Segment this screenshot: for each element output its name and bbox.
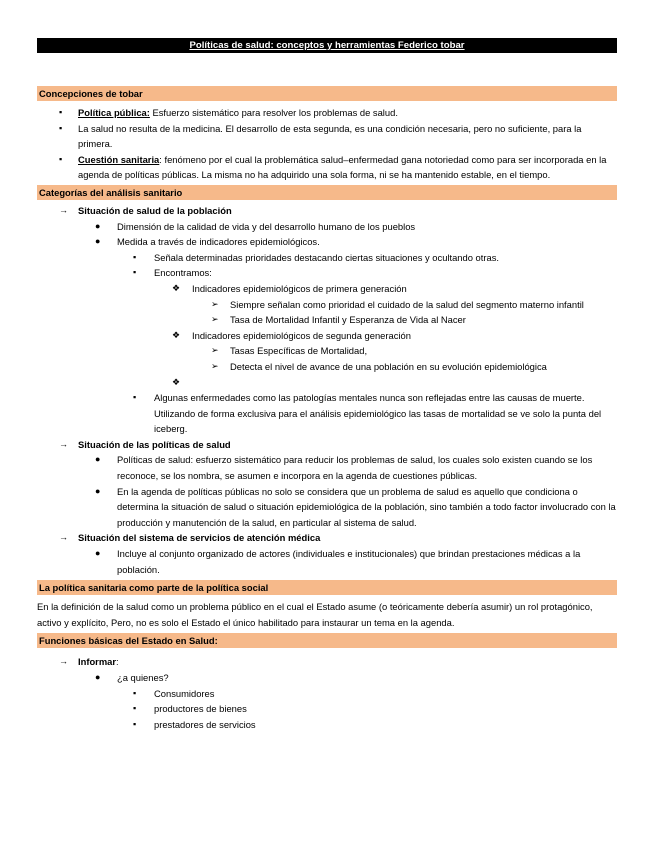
list-item: ● Políticas de salud: esfuerzo sistemático para reducir los problemas de salud, los cuales solo existen cuando se los reconoce, se los nombra, se asumen e incorpora en la agenda de cuestiones públicas. — [95, 454, 593, 482]
list-item: ▪ productores de bienes — [37, 701, 617, 717]
arrow-right-icon: → — [59, 656, 68, 667]
category-heading: → Situación de las políticas de salud — [37, 437, 617, 453]
list-item: ❖ Indicadores epidemiológicos de primera generación — [37, 281, 617, 297]
paragraph: En la definición de la salud como un problema público en el cual el Estado asume (o teóricamente debería asumir) un rol protagónico, activo y explícito, Pero, no es solo el Estado el único habilitado para instaurar un tema en la agenda. — [37, 601, 593, 628]
list-item: ▪ prestadores de servicios — [37, 717, 617, 733]
square-bullet-icon: ▪ — [133, 687, 137, 698]
list-item: ● En la agenda de políticas públicas no solo se considera que un problema de salud es aquello que condiciona o determina la situación de salud o situación epidemiológica de la población, sino también a todo factor involucrado con la producción y manutención de la salud, en particular al sistema de salud. — [95, 485, 616, 528]
arrowhead-bullet-icon: ➢ — [211, 345, 219, 356]
list-item: ➢ Tasa de Mortalidad Infantil y Esperanza de Vida al Nacer — [37, 312, 617, 328]
arrow-right-icon: → — [59, 438, 68, 449]
list-item: ➢ Siempre señalan como prioridad el cuidado de la salud del segmento materno infantil — [37, 297, 617, 313]
round-bullet-icon: ● — [95, 548, 101, 559]
section-heading-categorias: Categorías del análisis sanitario — [37, 185, 617, 200]
list-item: ● Incluye al conjunto organizado de actores (individuales e institucionales) que brindan prestaciones médicas a la población. — [95, 548, 581, 575]
square-bullet-icon: ▪ — [133, 392, 137, 403]
category-heading: → Situación de salud de la población — [37, 203, 617, 219]
square-bullet-icon: ▪ — [59, 153, 63, 164]
list-item: ➢ Detecta el nivel de avance de una población en su evolución epidemiológica — [37, 359, 617, 375]
list-item: ▪ Cuestión sanitaria: fenómeno por el cual la problemática salud–enfermedad gana notoriedad como para ser incorporada en la agenda de políticas públicas. La misma no ha adquirido una sola forma, ni se ha mantenido estable, en el tiempo. — [59, 153, 607, 181]
list-item-empty — [37, 375, 617, 391]
arrow-right-icon: → — [59, 204, 68, 215]
arrow-right-icon: → — [59, 532, 68, 543]
list-item: ▪ Encontramos: — [37, 265, 617, 281]
square-bullet-icon: ▪ — [59, 107, 63, 117]
square-bullet-icon: ▪ — [133, 703, 137, 714]
square-bullet-icon: ▪ — [59, 122, 63, 133]
round-bullet-icon: ● — [95, 672, 101, 682]
list-item: ➢ Tasas Específicas de Mortalidad, — [37, 343, 617, 359]
list-item: ▪ La salud no resulta de la medicina. El desarrollo de esta segunda, es una condición necesaria, pero no suficiente, para la primera. — [59, 122, 582, 150]
list-item: ● ¿a quienes? — [37, 670, 617, 686]
list-item: ▪ Algunas enfermedades como las patologías mentales nunca son reflejadas entre las causas de muerte. Utilizando de forma exclusiva para el análisis epidemiológico las tasas de mortalidad se ve solo la punta del iceberg. — [133, 392, 602, 435]
square-bullet-icon: ▪ — [133, 267, 137, 278]
list-item: ● Medida a través de indicadores epidemiológicos. — [37, 234, 617, 250]
section-heading-concepciones: Concepciones de tobar — [37, 86, 617, 101]
round-bullet-icon: ● — [95, 485, 101, 496]
diamond-bullet-icon: ❖ — [172, 282, 181, 293]
round-bullet-icon: ● — [95, 220, 101, 231]
category-heading: → Informar: — [37, 654, 617, 670]
category-heading: → Situación del sistema de servicios de atención médica — [37, 530, 617, 546]
round-bullet-icon: ● — [95, 454, 101, 465]
list-item: ▪ Señala determinadas prioridades destacando ciertas situaciones y ocultando otras. — [37, 250, 617, 266]
round-bullet-icon: ● — [95, 236, 101, 247]
arrowhead-bullet-icon: ➢ — [211, 360, 219, 371]
section-heading-funciones: Funciones básicas del Estado en Salud: — [37, 633, 617, 648]
document-page — [37, 38, 617, 732]
document-title: Políticas de salud: conceptos y herramientas Federico tobar — [37, 38, 617, 53]
diamond-bullet-icon: ❖ — [172, 329, 181, 340]
arrowhead-bullet-icon: ➢ — [211, 298, 219, 309]
list-item: ● Dimensión de la calidad de vida y del desarrollo humano de los pueblos — [37, 219, 617, 235]
list-item: ❖ Indicadores epidemiológicos de segunda generación — [37, 328, 617, 344]
section-heading-politica-social: La política sanitaria como parte de la política social — [37, 580, 617, 595]
square-bullet-icon: ▪ — [133, 718, 137, 729]
list-item: ▪ Política pública: Esfuerzo sistemático para resolver los problemas de salud. — [37, 105, 617, 121]
square-bullet-icon: ▪ — [133, 251, 137, 262]
arrowhead-bullet-icon: ➢ — [211, 314, 219, 325]
list-item: ▪ Consumidores — [37, 686, 617, 702]
diamond-bullet-icon: ❖ — [172, 376, 181, 387]
